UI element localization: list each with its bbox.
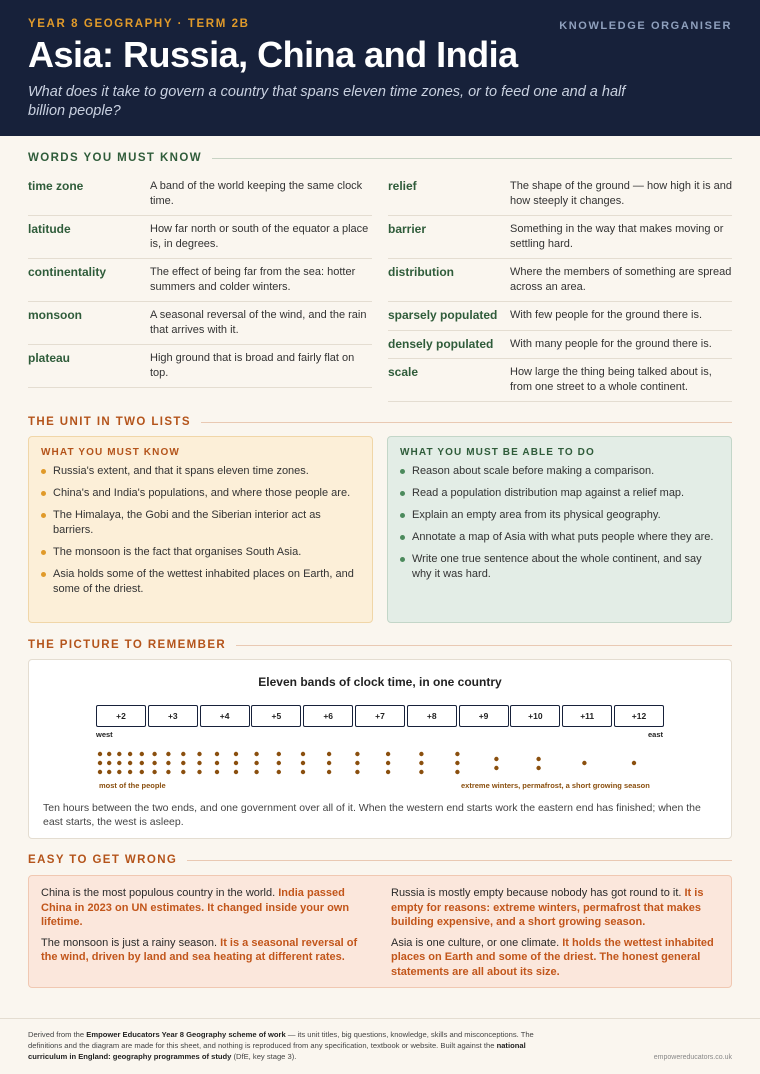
population-dot xyxy=(140,770,144,774)
population-note-west: most of the people xyxy=(99,781,166,790)
vocabulary-row xyxy=(388,359,732,402)
list-item xyxy=(400,486,719,501)
population-dot xyxy=(327,761,331,765)
population-dot xyxy=(632,761,636,765)
bullet-icon xyxy=(400,469,405,474)
misconception-correction: India passed China in 2023 on UN estimates. It changed inside your own lifetime. xyxy=(41,887,350,928)
vocabulary-row xyxy=(28,216,372,259)
list-item-text: Asia holds some of the wettest inhabited places on Earth, and some of the driest. xyxy=(53,568,354,595)
population-dot xyxy=(117,752,121,756)
population-dot xyxy=(301,761,305,765)
list-item-text: Reason about scale before making a comparison. xyxy=(412,465,655,477)
population-dot xyxy=(277,761,281,765)
page-subtitle: What does it take to govern a country that spans eleven time zones, or to feed one and a half billion people? xyxy=(28,83,626,119)
vocabulary-term: time zone xyxy=(28,179,84,193)
footer-url: empowereducators.co.uk xyxy=(653,1054,732,1061)
list-item xyxy=(41,508,360,538)
population-dot xyxy=(181,752,185,756)
bullet-icon xyxy=(41,469,46,474)
population-dot xyxy=(455,770,459,774)
vocabulary-row xyxy=(28,173,372,216)
population-dot xyxy=(152,761,156,765)
vocabulary-term: relief xyxy=(388,179,417,193)
list-item-text: China's and India's populations, and where those people are. xyxy=(53,487,351,499)
page-header xyxy=(0,0,760,136)
list-item xyxy=(400,552,719,582)
section-title-lists: THE UNIT IN TWO LISTS xyxy=(28,416,732,428)
time-zone-band: +4 xyxy=(200,705,250,727)
vocabulary-table xyxy=(28,173,732,402)
list-item xyxy=(41,567,360,597)
misconceptions-column-left xyxy=(41,886,369,987)
population-dot xyxy=(197,770,201,774)
population-dot xyxy=(254,752,258,756)
vocabulary-definition: With many people for the ground there is. xyxy=(510,337,712,350)
misconception-correction: It is a seasonal reversal of the wind, driven by land and sea heating at different rates. xyxy=(41,936,358,963)
list-item xyxy=(400,464,719,479)
population-dot xyxy=(166,770,170,774)
population-dot xyxy=(140,752,144,756)
vocabulary-term: densely populated xyxy=(388,336,494,351)
time-zone-band: +3 xyxy=(148,705,198,727)
list-item-text: Annotate a map of Asia with what puts people where they are. xyxy=(412,531,714,543)
vocabulary-row xyxy=(388,173,732,216)
population-dot xyxy=(355,752,359,756)
vocabulary-definition: Where the members of something are spread across an area. xyxy=(510,266,732,293)
vocabulary-term: sparsely populated xyxy=(388,308,498,322)
west-label: west xyxy=(96,730,113,739)
bullet-icon xyxy=(41,513,46,518)
must-know-title: WHAT YOU MUST KNOW xyxy=(41,447,180,458)
must-know-box xyxy=(28,436,373,623)
misconception xyxy=(41,936,369,965)
population-dot xyxy=(215,770,219,774)
population-note-east: extreme winters, permafrost, a short growing season xyxy=(461,781,650,790)
misconception-correction: It is empty for reasons: extreme winters, permafrost that makes building expensive, and a short growing season. xyxy=(391,887,704,928)
population-dot xyxy=(327,770,331,774)
section-title-picture: THE PICTURE TO REMEMBER xyxy=(28,639,732,651)
population-dot xyxy=(386,770,390,774)
vocabulary-row xyxy=(388,331,732,360)
section-title-wrong: EASY TO GET WRONG xyxy=(28,854,732,866)
population-dot xyxy=(152,770,156,774)
population-dot xyxy=(455,761,459,765)
time-zone-band: +10 xyxy=(510,705,560,727)
vocabulary-term: distribution xyxy=(388,265,454,279)
population-dot xyxy=(536,766,540,770)
population-dot xyxy=(419,770,423,774)
list-item xyxy=(41,486,360,501)
population-dot xyxy=(215,752,219,756)
list-item-text: The monsoon is the fact that organises South Asia. xyxy=(53,546,302,558)
bullet-icon xyxy=(400,513,405,518)
population-dot xyxy=(277,752,281,756)
list-item xyxy=(41,545,360,560)
misconception xyxy=(391,886,719,930)
list-item xyxy=(41,464,360,479)
population-dot xyxy=(98,770,102,774)
list-item-text: Explain an empty area from its physical geography. xyxy=(412,509,661,521)
time-zone-band: +2 xyxy=(96,705,146,727)
misconceptions-column-right xyxy=(391,886,719,987)
vocabulary-row xyxy=(28,259,372,302)
time-zone-band: +11 xyxy=(562,705,612,727)
population-dot xyxy=(301,770,305,774)
vocabulary-row xyxy=(28,302,372,345)
bullet-icon xyxy=(400,491,405,496)
population-dot xyxy=(166,752,170,756)
population-dot xyxy=(327,752,331,756)
population-dot xyxy=(197,752,201,756)
vocabulary-term: barrier xyxy=(388,222,427,236)
list-item-text: Russia's extent, and that it spans eleven time zones. xyxy=(53,465,309,477)
population-dot xyxy=(386,752,390,756)
population-dot xyxy=(536,757,540,761)
time-zone-band: +9 xyxy=(459,705,509,727)
page-title: Asia: Russia, China and India xyxy=(28,34,518,75)
time-zone-band: +5 xyxy=(251,705,301,727)
time-zone-band: +6 xyxy=(303,705,353,727)
vocabulary-definition: With few people for the ground there is. xyxy=(510,309,702,321)
population-dot xyxy=(254,770,258,774)
population-dot xyxy=(98,761,102,765)
population-dot xyxy=(419,752,423,756)
misconception-myth: The monsoon is just a rainy season. xyxy=(41,936,218,949)
population-dot xyxy=(117,770,121,774)
vocabulary-definition: A seasonal reversal of the wind, and the rain that arrives with it. xyxy=(150,309,367,336)
population-dot xyxy=(197,761,201,765)
bullet-icon xyxy=(41,550,46,555)
vocabulary-definition: How far north or south of the equator a place is, in degrees. xyxy=(150,223,369,250)
population-dot xyxy=(234,770,238,774)
vocabulary-term: scale xyxy=(388,365,419,379)
population-dot xyxy=(215,761,219,765)
list-item-text: Write one true sentence about the whole continent, and say why it was hard. xyxy=(412,553,702,580)
able-to-do-box xyxy=(387,436,732,623)
population-dot xyxy=(254,761,258,765)
population-dot xyxy=(107,752,111,756)
vocabulary-row xyxy=(388,259,732,302)
list-item-text: The Himalaya, the Gobi and the Siberian interior act as barriers. xyxy=(53,509,321,536)
misconception xyxy=(41,886,369,930)
time-zone-band: +12 xyxy=(614,705,664,727)
list-item xyxy=(400,508,719,523)
population-dot xyxy=(419,761,423,765)
misconception xyxy=(391,936,719,980)
population-dot xyxy=(355,770,359,774)
population-dot xyxy=(166,761,170,765)
population-dot xyxy=(128,761,132,765)
diagram-title: Eleven bands of clock time, in one country xyxy=(258,675,502,689)
vocabulary-term: plateau xyxy=(28,351,71,365)
vocabulary-column-left xyxy=(28,173,372,402)
vocabulary-definition: The shape of the ground — how high it is and how steeply it changes. xyxy=(510,180,732,207)
east-label: east xyxy=(648,730,664,739)
time-zone-band: +8 xyxy=(407,705,457,727)
time-zone-band: +7 xyxy=(355,705,405,727)
must-know-list xyxy=(41,464,360,597)
time-zone-diagram xyxy=(28,659,732,839)
vocabulary-row xyxy=(388,302,732,331)
population-dot xyxy=(301,752,305,756)
population-dot xyxy=(181,770,185,774)
population-dot xyxy=(107,770,111,774)
vocabulary-row xyxy=(388,216,732,259)
population-dot xyxy=(107,761,111,765)
list-item-text: Read a population distribution map against a relief map. xyxy=(412,487,685,499)
document-type-badge: KNOWLEDGE ORGANISER xyxy=(559,20,732,32)
population-dot xyxy=(152,752,156,756)
misconception-correction: It holds the wettest inhabited places on Earth and some of the driest. The honest general statements are all about its size. xyxy=(391,936,714,978)
population-dot xyxy=(128,752,132,756)
population-dot xyxy=(128,770,132,774)
population-dot xyxy=(181,761,185,765)
bullet-icon xyxy=(41,491,46,496)
population-dot xyxy=(582,761,586,765)
course-kicker: YEAR 8 GEOGRAPHY · TERM 2B xyxy=(28,18,250,30)
vocabulary-column-right xyxy=(388,173,732,402)
population-dot xyxy=(277,770,281,774)
misconception-myth: China is the most populous country in the world. xyxy=(41,887,276,899)
vocabulary-definition: Something in the way that makes moving or settling hard. xyxy=(510,223,724,250)
bullet-icon xyxy=(41,572,46,577)
population-dot xyxy=(234,761,238,765)
vocabulary-term: continentality xyxy=(28,265,107,279)
bullet-icon xyxy=(400,557,405,562)
section-title-words: WORDS YOU MUST KNOW xyxy=(28,152,732,164)
able-to-do-list xyxy=(400,464,719,582)
population-dot xyxy=(386,761,390,765)
population-dot xyxy=(494,757,498,761)
vocabulary-definition: The effect of being far from the sea: hotter summers and colder winters. xyxy=(150,266,356,293)
vocabulary-definition: How large the thing being talked about is, from one street to a whole continent. xyxy=(510,366,712,393)
vocabulary-definition: High ground that is broad and fairly flat on top. xyxy=(150,352,355,379)
misconception-myth: Asia is one culture, or one climate. xyxy=(391,936,560,949)
misconceptions-box xyxy=(28,875,732,988)
diagram-caption: Ten hours between the two ends, and one government over all of it. When the western end starts work the eastern end has finished; when the east starts, the west is asleep. xyxy=(43,802,701,828)
population-dot xyxy=(234,752,238,756)
vocabulary-row xyxy=(28,345,372,388)
population-dot xyxy=(140,761,144,765)
population-dot xyxy=(455,752,459,756)
able-to-do-title: WHAT YOU MUST BE ABLE TO DO xyxy=(400,447,595,458)
population-dot xyxy=(494,766,498,770)
page-footer xyxy=(0,1018,760,1074)
population-dot xyxy=(355,761,359,765)
bullet-icon xyxy=(400,535,405,540)
vocabulary-term: monsoon xyxy=(28,308,82,322)
population-dot xyxy=(117,761,121,765)
population-dot xyxy=(98,752,102,756)
list-item xyxy=(400,530,719,545)
vocabulary-term: latitude xyxy=(28,222,71,236)
footer-credits: Derived from the Empower Educators Year 8 Geography scheme of work — its unit titles, big questions, knowledge, skills and misconceptions. The definitions and the diagram are made for this sheet, and nothing is reproduced from any specification, textbook or website. Built against the national curriculum in England: geography programmes of study (DfE, key stage 3). xyxy=(28,1030,534,1061)
vocabulary-definition: A band of the world keeping the same clock time. xyxy=(150,180,363,207)
misconception-myth: Russia is mostly empty because nobody has got round to it. xyxy=(391,887,682,899)
